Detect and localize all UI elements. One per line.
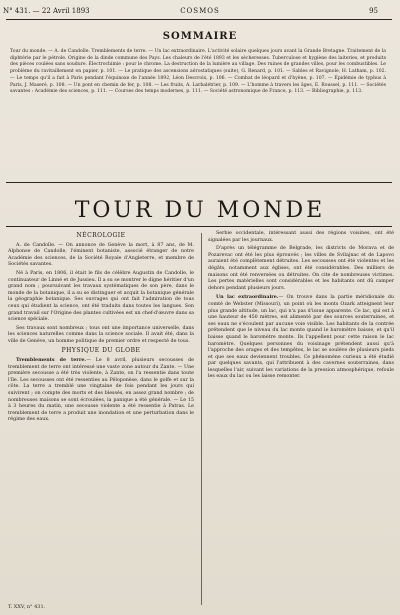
lac-subheading: Un lac extraordinaire.	[216, 294, 279, 301]
column-divider	[201, 233, 202, 605]
section-rule	[6, 226, 392, 227]
sommaire-heading: SOMMAIRE	[162, 31, 238, 42]
paragraph: A. de Candolle. — On annonce de Genève la mort, à 87 ans, de M. Alphonse de Candolle, l'éminent botaniste, associé étranger de notre Académie des sciences, de la Société Royale d'Angleterre, et membre de Sociétés savantes.	[8, 242, 194, 268]
necrologie-heading: NÉCROLOGIE	[76, 232, 126, 239]
page-number: 95	[369, 7, 378, 15]
page-header	[0, 5, 400, 17]
sommaire-rule	[6, 182, 392, 183]
volume-footer: T. XXV, n° 431.	[8, 604, 46, 610]
paragraph: Serbie occidentale, intéressant aussi des régions voisines, ont été signalées par les journaux.	[208, 231, 394, 243]
issue-number: N° 431. — 22 Avril 1893	[3, 7, 90, 15]
paragraph: D'après un télégramme de Belgrade, les districts de Morava et de Pozarevac ont été les plus éprouvés ; les villes de Svilajnac et de Lapovo auraient été complètement détruites. Les secousses ont été violentes et les dégâts, notamment aux églises, ont été considérables. Des milliers de maisons ont été renversées ou détruites. On cite de nombreuses victimes. Les pertes matérielles sont considérables et les habitants ont dû camper dehors pendant plusieurs jours.	[208, 246, 394, 291]
paragraph-text: — Le 8 avril, plusieurs secousses de tremblement de terre ont intéressé une vaste zone autour du Zante. — Une première secousse a été très violente, à Zante, on l'a ressentie dans toute l'île. Les secousses ont été ressenties au Péloponèse, dans le golfe et sur la côte. La terre a tremblé une vingtaine de fois pendant les jours qui suivirent ; on compte des morts et des blessés, en assez grand nombre ; de nombreuses maisons se sont écroulées, la panique a été générale. — Le 15 à 3 heures du matin, une secousse violente a été ressentie à Patras. Le tremblement de terre a produit une inondation et une perturbation dans le régime des eaux.	[8, 358, 194, 423]
header-rule	[6, 19, 392, 20]
right-column	[208, 231, 394, 383]
paragraph	[8, 357, 194, 424]
paragraph: Ses travaux sont nombreux ; tous ont une importance universelle, dans les sciences naturelles comme dans la science sociale. Il avait été, dans la ville de Genève, un homme politique de premier ordre et respecté de tous.	[8, 325, 194, 344]
paragraph: Né à Paris, en 1806, il était le fils de célèbre Augustin de Candolle, le continuateur de Linné et de Jussieu. Il a su se montrer le digne héritier d'un grand nom ; poursuivant les travaux systématiques de son père, dans le monde de la botanique, il a su se distinguer et acquit la botanique générale la géographie botanique. Ses ouvrages qui ont fait l'admiration de tous ceux qui étudient la science, ont été traduits dans toutes les langues. Son grand travail sur l'Origine des plantes cultivées est un chef-d'œuvre dans sa science spéciale.	[8, 270, 194, 323]
tremblements-subheading: Tremblements de terre.	[16, 357, 87, 364]
section-title: TOUR DU MONDE	[74, 198, 326, 223]
paragraph-text: — On trouve dans la partie méridionale du comté de Webster (Missouri), un point où les monts Ozark atteignent leur plus grande altitude, un lac, qui n'a pas d'issue apparente. Ce lac, qui est à une hauteur de 450 mètres, est alimenté par des sources souterraines, et ses eaux ne s'écoulent par aucune voie visible. Les habitants de la contrée prétendent que le niveau du lac monte quand le baromètre baisse, et qu'il baisse quand le baromètre monte. Ils l'appellent pour cette raison le lac baromètre. Quelques personnes du voisinage prétendent aussi qu'à l'approche des orages et des tempêtes, le lac se soulève de plusieurs pieds et que ses eaux deviennent troubles. Ce phénomène curieux a été étudié par quelques savants, qui l'attribuent à des cavernes souterraines, dans lesquelles l'air, suivant les variations de la pression atmosphérique, refoule les eaux du lac ou les laisse remonter.	[208, 295, 394, 380]
physique-heading: PHYSIQUE DU GLOBE	[61, 346, 141, 354]
left-column	[8, 231, 194, 426]
journal-title: COSMOS	[180, 7, 220, 15]
paragraph	[208, 294, 394, 381]
sommaire-body: Tour du monde. — A. de Candolle. Tremblements de terre. — Un lac extraordinaire. L'activité solaire quelques jours avant la Grande Bretagne. Traitement de la diphtérie par le pétrole. Origine de la dinde commune des Pays. Les chaleurs de l'été 1893 et les sécheresses. Tuberculose et hygiène des laiteries, et produits des pièces coulées sans soudure. Électrochimie : pour le chrome. La destruction de la lumière au village. Des ruines de grandes villes, pour les combustibles. Le problème du ravitaillement en papier, p. 101. — Le pratique des ascensions aérostatiques (suite), G. Renard, p. 101. — Sables et Ravignole, H. Latham, p. 102. — Le temps qu'il a fait à Paris pendant l'équinoxe de l'année 1892, Léon Descroix, p. 106. — Combat de léopard et d'hyène, p. 107. — Épidémie de typhus à Paris, J. Maseré, p. 108. — Un pont en chemin de fer, p. 108. — Les fruits, A. Larbalétrier, p. 109. — L'homme à travers les âges, E. Roussel, p. 111. — Sociétés savantes : Académie des sciences, p. 111. — Courses des temps modernes, p. 111. — Société astronomique de France, p. 113. — Bibliographie, p. 113.	[10, 49, 386, 95]
